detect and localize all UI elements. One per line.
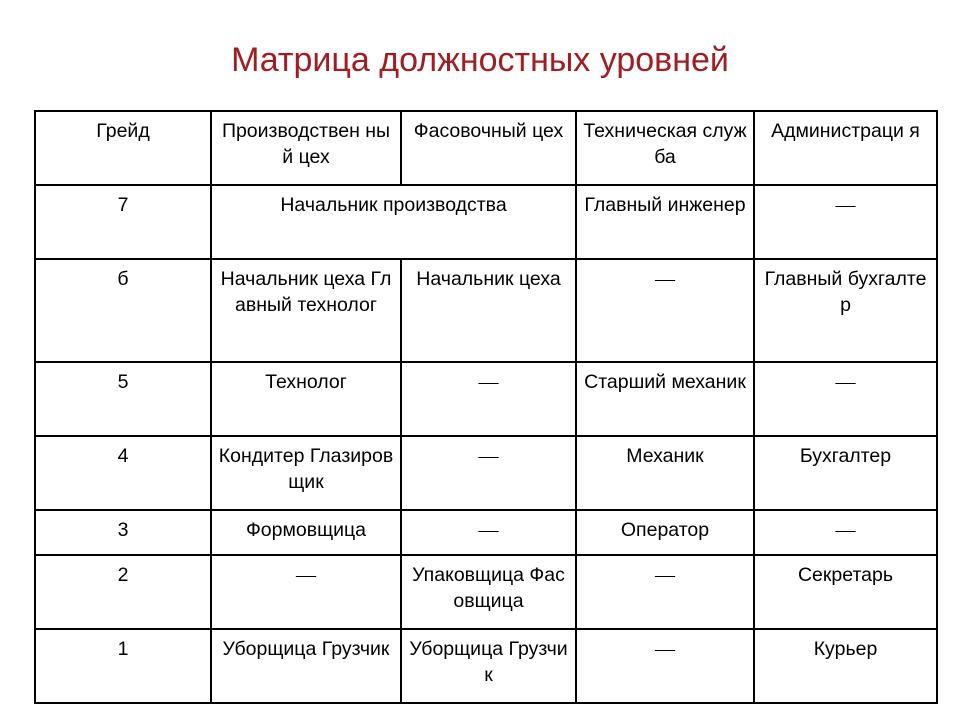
tech-cell: Главный инженер (576, 185, 754, 259)
tech-cell (576, 259, 754, 362)
production-cell (211, 555, 401, 629)
header-cell-tech: Техническая служба (576, 111, 754, 185)
grade-cell: 4 (35, 436, 211, 510)
table-row (35, 185, 937, 259)
grade-cell: б (35, 259, 211, 362)
production-cell: Начальник цеха Главный технолог (211, 259, 401, 362)
packing-cell: Начальник цеха (401, 259, 576, 362)
table-row (35, 259, 937, 362)
dash-mark: — (478, 371, 499, 393)
packing-cell: Уборщица Грузчик (401, 629, 576, 703)
dash-mark: — (835, 519, 856, 541)
production-cell: Уборщица Грузчик (211, 629, 401, 703)
grade-cell: 1 (35, 629, 211, 703)
dash-mark: — (655, 564, 675, 586)
tech-cell (576, 555, 754, 629)
table-row (35, 629, 937, 703)
dash-mark: — (835, 371, 856, 393)
header-cell-admin: Администраци я (754, 111, 937, 185)
tech-cell: Старший механик (576, 362, 754, 436)
header-cell-production: Производствен ный цех (211, 111, 401, 185)
admin-cell: Курьер (754, 629, 937, 703)
table-row (35, 362, 937, 436)
dash-mark: — (478, 445, 499, 467)
packing-cell: Упаковщица Фасовщица (401, 555, 576, 629)
tech-cell: Механик (576, 436, 754, 510)
production-packing-cell: Начальник производства (211, 185, 576, 259)
grade-cell: 5 (35, 362, 211, 436)
grade-cell: 7 (35, 185, 211, 259)
job-level-matrix-table (34, 110, 938, 704)
admin-cell: Бухгалтер (754, 436, 937, 510)
slide-title: Матрица должностных уровней (231, 41, 729, 79)
production-cell: Формовщица (211, 510, 401, 555)
admin-cell (754, 510, 937, 555)
production-cell: Технолог (211, 362, 401, 436)
admin-cell: Главный бухгалтер (754, 259, 937, 362)
tech-cell (576, 629, 754, 703)
dash-mark: — (835, 194, 856, 216)
packing-cell (401, 510, 576, 555)
dash-mark: — (655, 638, 675, 660)
packing-cell (401, 436, 576, 510)
table-row (35, 436, 937, 510)
header-cell-grade: Грейд (35, 111, 211, 185)
grade-cell: 3 (35, 510, 211, 555)
table-row (35, 510, 937, 555)
header-cell-packing: Фасовочный цех (401, 111, 576, 185)
grade-cell: 2 (35, 555, 211, 629)
admin-cell (754, 362, 937, 436)
table-header-row (35, 111, 937, 185)
admin-cell: Секретарь (754, 555, 937, 629)
dash-mark: — (655, 268, 675, 290)
table-row (35, 555, 937, 629)
production-cell: Кондитер Глазировщик (211, 436, 401, 510)
dash-mark: — (478, 519, 499, 541)
tech-cell: Оператор (576, 510, 754, 555)
packing-cell (401, 362, 576, 436)
admin-cell (754, 185, 937, 259)
dash-mark: — (296, 564, 316, 586)
